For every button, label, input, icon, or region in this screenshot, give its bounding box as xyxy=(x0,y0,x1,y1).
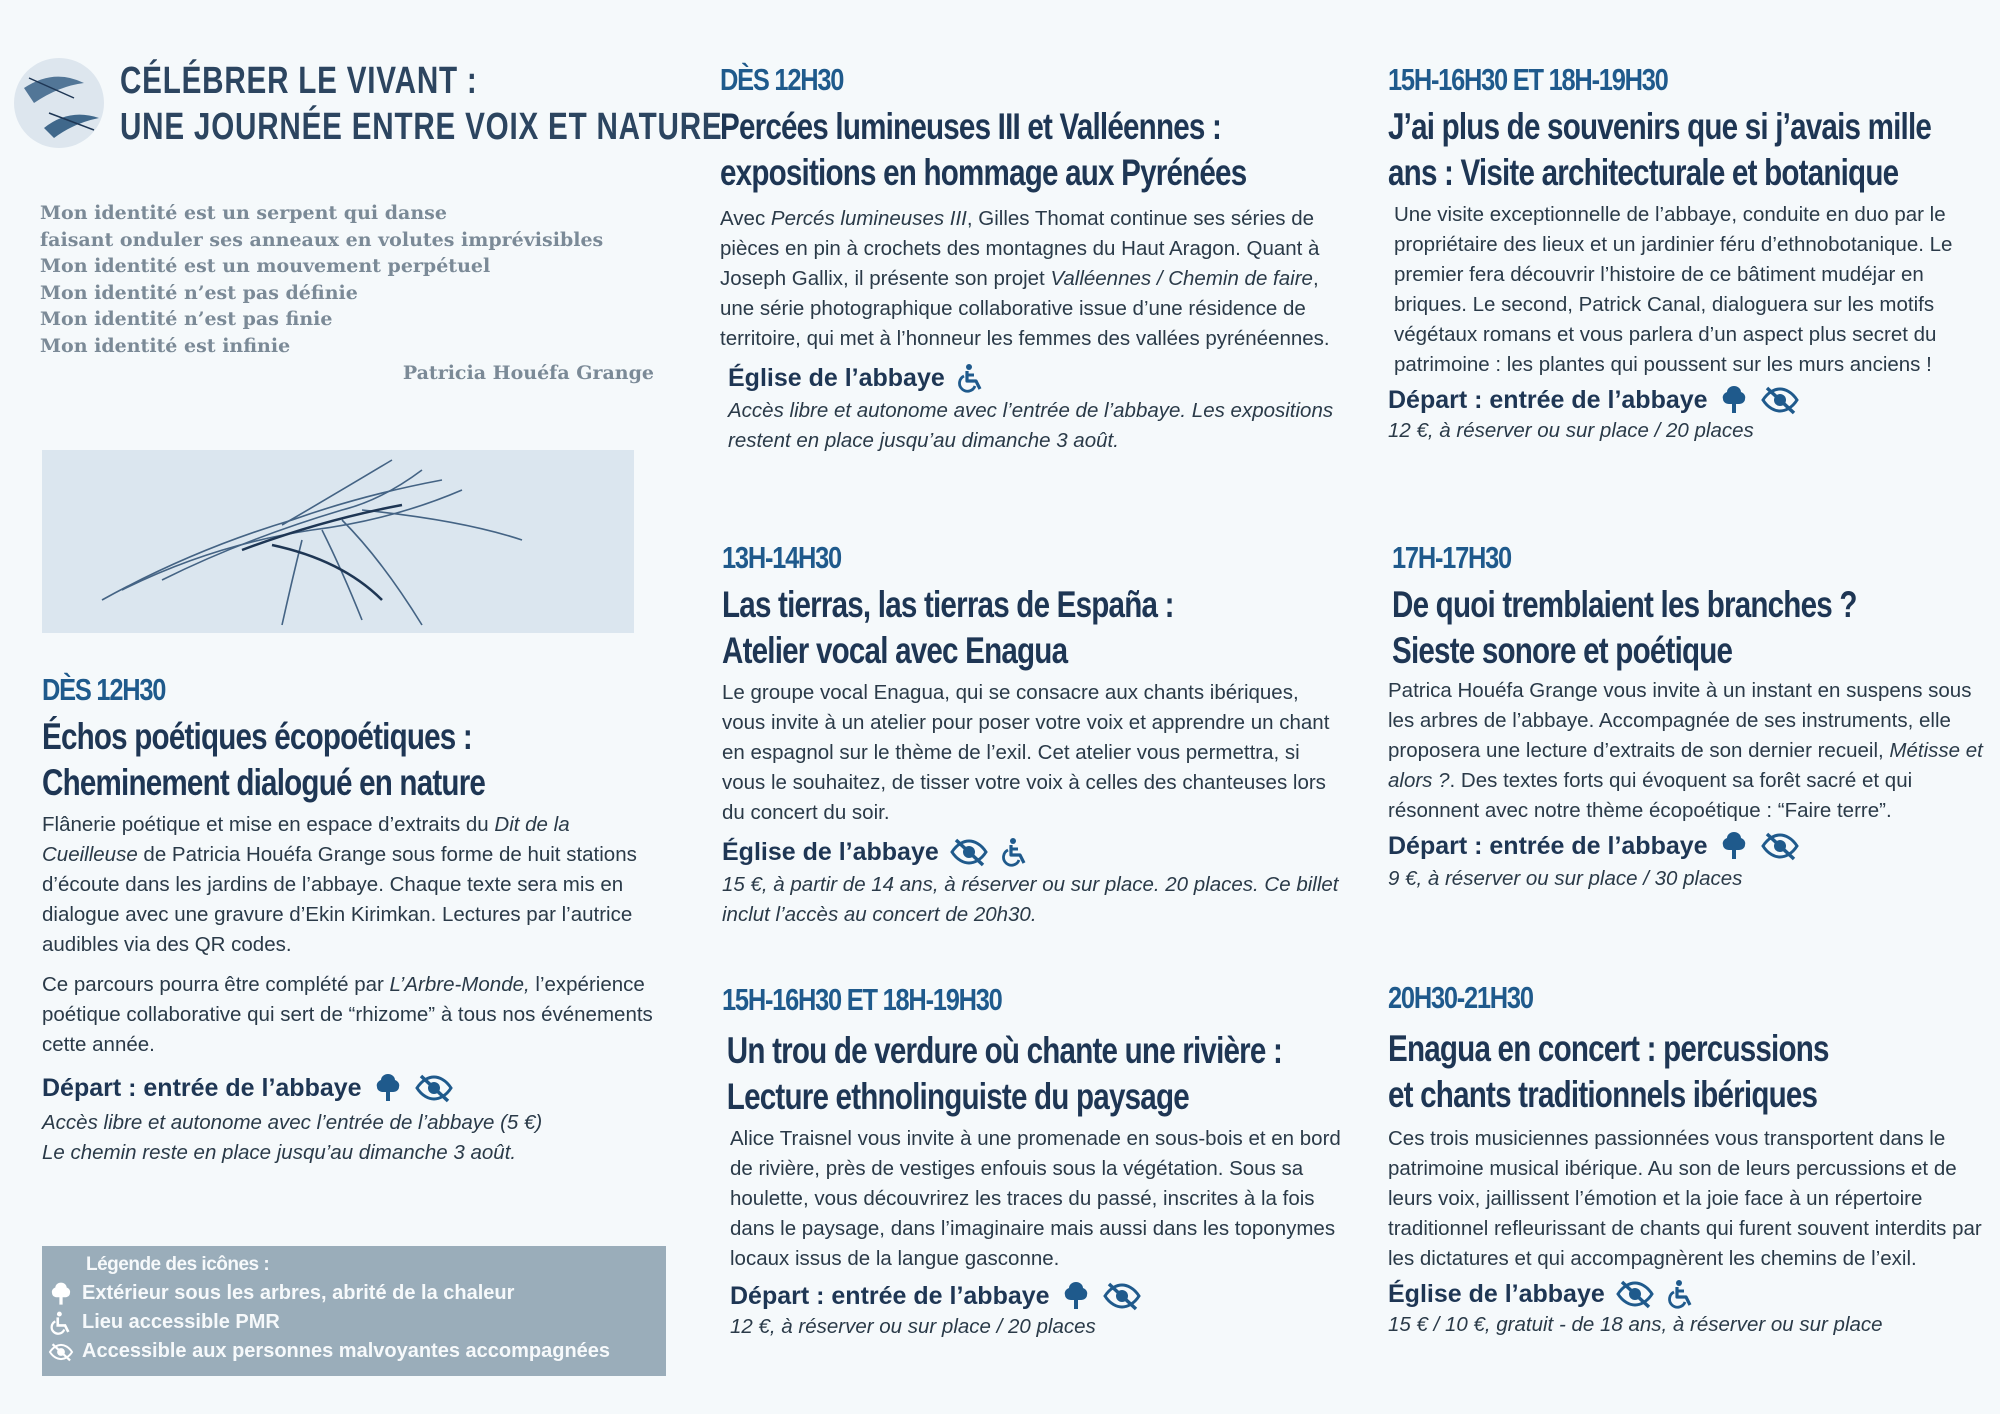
event-title: De quoi tremblaient les branches ? xyxy=(1392,584,1857,625)
event-description: Ces trois musiciennes passionnées vous transportent dans le patrimoine musical ibérique. Au son de leurs percussions et de leurs voix, jaillissent l’émotion et la joie face à un répertoire traditionnel refleurissant de chants qui furent souvent interdits par les dictatures et qui accompagnèrent les chemins de l’exil. xyxy=(1388,1127,1982,1270)
event-time: 13H-14H30 xyxy=(722,540,841,575)
event-title: Enagua en concert : percussions xyxy=(1388,1028,1829,1069)
poem-line: Mon identité est un mouvement perpétuel xyxy=(40,255,491,277)
event-place: Départ : entrée de l’abbaye xyxy=(722,1280,1342,1312)
event-description: Ce parcours pourra être complété par L’Arbre-Monde, l’expérience poétique collaborative qui sert de “rhizome” à tous nos événements cette année. xyxy=(42,973,653,1056)
event-title: Cheminement dialogué en nature xyxy=(42,762,486,803)
event-place: Départ : entrée de l’abbaye xyxy=(42,1072,662,1104)
event-info: Accès libre et autonome avec l’entrée de l’abbaye (5 €) xyxy=(42,1111,543,1134)
header-logo xyxy=(14,58,104,148)
poem-author: Patricia Houéfa Grange xyxy=(402,362,654,384)
wheelchair-icon xyxy=(999,836,1031,868)
event-title: expositions en hommage aux Pyrénées xyxy=(720,152,1247,193)
legend-item-pmr: Lieu accessible PMR xyxy=(42,1308,666,1337)
event-description: Alice Traisnel vous invite à une promenade en sous-bois et en bord de rivière, près de vestiges enfouis sous la végétation. Sous sa houlette, vous découvrirez les traces du passé, inscrites à la fois dans le paysage, dans l’imaginaire mais aussi dans les toponymes locaux issus de la langue gasconne. xyxy=(730,1127,1341,1270)
event-time: 15H-16H30 ET 18H-19H30 xyxy=(1388,62,1668,97)
event-place: Église de l’abbaye xyxy=(1388,1278,1988,1310)
legend-box xyxy=(42,1246,666,1376)
event-place: Départ : entrée de l’abbaye xyxy=(1388,384,1988,416)
event-place: Départ : entrée de l’abbaye xyxy=(1388,830,1992,862)
tree-icon xyxy=(1060,1280,1092,1312)
eye-icon xyxy=(949,836,989,868)
event-description: Le groupe vocal Enagua, qui se consacre aux chants ibériques, vous invite à un atelier pour poser votre voix et apprendre un chant en espagnol sur le thème de l’exil. Cet atelier vous permettra, si vous le souhaitez, de tisser votre voix à celles des chanteuses lors du concert du soir. xyxy=(722,681,1330,824)
eye-icon xyxy=(1102,1280,1142,1312)
event-title: Atelier vocal avec Enagua xyxy=(722,630,1068,671)
poem xyxy=(40,200,660,387)
legend-title: Légende des icônes : xyxy=(86,1254,270,1275)
event-title: Las tierras, las tierras de España : xyxy=(722,584,1174,625)
event-info: 12 €, à réserver ou sur place / 20 places xyxy=(1388,419,1754,442)
legend-item-tree: Extérieur sous les arbres, abrité de la chaleur xyxy=(42,1279,666,1308)
event-title: et chants traditionnels ibériques xyxy=(1388,1074,1818,1115)
wheelchair-icon xyxy=(955,362,987,394)
header-title-line2: UNE JOURNÉE ENTRE VOIX ET NATURE xyxy=(120,106,723,148)
header-title-line1: CÉLÉBRER LE VIVANT : xyxy=(120,60,478,102)
tree-icon xyxy=(1718,384,1750,416)
event-title: Un trou de verdure où chante une rivière : xyxy=(726,1030,1283,1071)
event-info: Le chemin reste en place jusqu’au dimanche 3 août. xyxy=(42,1141,517,1164)
event-time: DÈS 12H30 xyxy=(720,62,844,97)
poem-line: Mon identité n’est pas finie xyxy=(40,308,333,330)
tree-icon xyxy=(1718,830,1750,862)
event-info: 12 €, à réserver ou sur place / 20 places xyxy=(730,1315,1096,1338)
event-description: Avec Percés lumineuses III, Gilles Thomat continue ses séries de pièces en pin à crochets des montagnes du Haut Aragon. Quant à Joseph Gallix, il présente son projet Valléennes / Chemin de faire, une série photographique collaborative issue d’une résidence de territoire, qui met à l’honneur les femmes des vallées pyrénéennes. xyxy=(720,207,1330,350)
legend-item-eye: Accessible aux personnes malvoyantes accompagnées xyxy=(42,1337,666,1366)
eye-icon xyxy=(1760,384,1800,416)
event-info: 15 € / 10 €, gratuit - de 18 ans, à réserver ou sur place xyxy=(1388,1313,1883,1336)
event-info: 15 €, à partir de 14 ans, à réserver ou sur place. 20 places. Ce billet inclut l’accès au concert de 20h30. xyxy=(722,873,1339,926)
poem-line: Mon identité est infinie xyxy=(40,334,291,357)
event-description: Flânerie poétique et mise en espace d’extraits du Dit de la Cueilleuse de Patricia Houéfa Grange sous forme de huit stations d’écoute dans les jardins de l’abbaye. Chaque texte sera mis en dialogue avec une gravure d’Ekin Kirimkan. Lectures par l’autrice audibles via des QR codes. xyxy=(42,813,637,956)
poem-line: Mon identité est un serpent qui danse xyxy=(40,202,447,224)
event-title: Sieste sonore et poétique xyxy=(1392,630,1733,671)
event-time: 20H30-21H30 xyxy=(1388,980,1533,1015)
eye-icon xyxy=(414,1072,454,1104)
event-place: Église de l’abbaye xyxy=(722,836,1342,868)
event-title: Percées lumineuses III et Valléennes : xyxy=(720,106,1222,147)
poem-line: Mon identité n’est pas définie xyxy=(40,281,358,304)
tree-icon xyxy=(372,1072,404,1104)
wheelchair-icon xyxy=(48,1310,74,1336)
event-description: Patrica Houéfa Grange vous invite à un instant en suspens sous les arbres de l’abbaye. Accompagnée de ses instruments, elle proposera une lecture d’extraits de son dernier recueil, Métisse et alors ?. Des textes forts qui évoquent sa forêt sacré et qui résonnent avec notre thème écopoétique : “Faire terre”. xyxy=(1388,679,1983,822)
eye-icon xyxy=(1615,1278,1655,1310)
event-title: Lecture ethnolinguiste du paysage xyxy=(726,1076,1189,1117)
event-title: Échos poétiques écopoétiques : xyxy=(42,716,472,757)
engraving-image xyxy=(42,450,634,633)
event-description: Une visite exceptionnelle de l’abbaye, conduite en duo par le propriétaire des lieux et un jardinier féru d’ethnobotanique. Le premier fera découvrir l’histoire de ce bâtiment mudéjar en briques. Le second, Patrick Canal, dialoguera sur les motifs végétaux romans et vous parlera d’un aspect plus secret du patrimoine : les plantes qui poussent sur les murs anciens ! xyxy=(1394,203,1953,376)
event-time: 15H-16H30 ET 18H-19H30 xyxy=(722,982,1002,1017)
poem-line: faisant onduler ses anneaux en volutes imprévisibles xyxy=(40,228,604,251)
wheelchair-icon xyxy=(1665,1278,1697,1310)
event-time: DÈS 12H30 xyxy=(42,672,166,707)
event-time: 17H-17H30 xyxy=(1392,540,1511,575)
event-info: Accès libre et autonome avec l’entrée de l’abbaye. Les expositions restent en place jusqu’au dimanche 3 août. xyxy=(728,399,1334,452)
event-place: Église de l’abbaye xyxy=(720,362,1340,394)
event-title: ans : Visite architecturale et botanique xyxy=(1388,152,1899,193)
eye-icon xyxy=(48,1341,74,1363)
event-info: 9 €, à réserver ou sur place / 30 places xyxy=(1388,867,1743,890)
event-title: J’ai plus de souvenirs que si j’avais mille xyxy=(1388,106,1932,147)
tree-icon xyxy=(48,1281,74,1307)
eye-icon xyxy=(1760,830,1800,862)
